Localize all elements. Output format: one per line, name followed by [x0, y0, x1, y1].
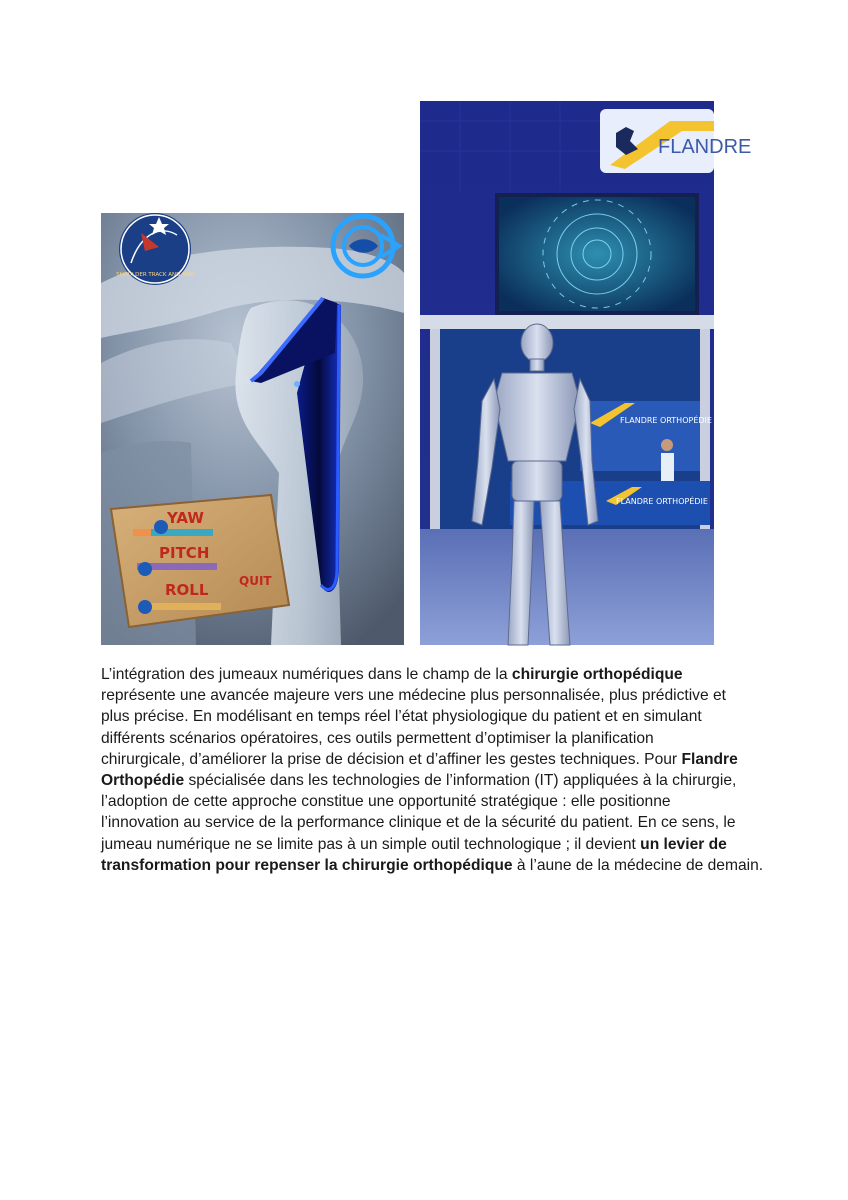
text-run: chirurgicale, d’améliorer la prise de décision et d’affiner les gestes techniques. Pour: [101, 750, 682, 768]
bold-term-levier: un levier de: [640, 835, 727, 853]
yaw-label: YAW: [167, 509, 204, 527]
text-run: à l’aune de la médecine de demain.: [512, 856, 764, 874]
paragraph-line: représente une avancée majeure vers une médecine plus personnalisée, plus prédictive et: [101, 687, 726, 705]
flandre-banner: [600, 109, 751, 173]
text-run: jumeau numérique ne se limite pas à un simple outil technologique ; il devient: [101, 835, 641, 853]
roll-slider[interactable]: [141, 603, 221, 610]
xray-figure: [101, 213, 404, 645]
paragraph-line: [101, 770, 747, 791]
paragraph-line: [101, 749, 747, 770]
text-run: spécialisée dans les technologies de l’information (IT) appliquées à la chirurgie,: [184, 772, 737, 790]
text-run: L’intégration des jumeaux numériques dans le champ de la: [101, 666, 512, 683]
virtual-booth-figure: [420, 101, 752, 645]
booth-illustration: [420, 101, 752, 645]
paragraph-line: [101, 855, 764, 876]
logo-text: SHOULDER TRACK AND MAP: [116, 272, 194, 278]
pitch-label: PITCH: [159, 544, 210, 562]
receptionist-figure: [661, 439, 674, 481]
banner-text: FLANDRE: [658, 136, 752, 158]
bold-term-orthopedie: Orthopédie: [101, 772, 185, 790]
paragraph-line: [101, 834, 747, 855]
paragraph-line: plus précise. En modélisant en temps réel l’état physiologique du patient et en simulant: [101, 708, 702, 726]
pitch-slider-handle[interactable]: [138, 562, 152, 576]
roll-slider-handle[interactable]: [138, 600, 152, 614]
yaw-slider-handle[interactable]: [154, 520, 168, 534]
roll-label: ROLL: [165, 581, 209, 599]
body-paragraph: [101, 664, 764, 876]
booth-sign-desk: FLANDRE ORTHOPÉDIE: [616, 497, 708, 506]
paragraph-line: [101, 664, 747, 685]
quit-button[interactable]: QUIT: [239, 574, 272, 588]
bold-term-transformation: transformation pour repenser la chirurgie orthopédique: [101, 856, 513, 874]
control-panel[interactable]: [111, 495, 289, 627]
paragraph-line: différents scénarios opératoires, ces outils permettent d’optimiser la planification: [101, 729, 654, 747]
bold-term-chirurgie-orthopedique: chirurgie orthopédique: [511, 666, 683, 683]
paragraph-line: l’innovation au service de la performance clinique et de la sécurité du patient. En ce sens, le: [101, 814, 736, 832]
bold-term-flandre: Flandre: [681, 750, 738, 768]
booth-sign-upper: FLANDRE ORTHOPÉDIE: [620, 416, 712, 425]
xray-illustration: [101, 213, 404, 645]
paragraph-line: l’adoption de cette approche constitue une opportunité stratégique : elle positionne: [101, 793, 671, 811]
